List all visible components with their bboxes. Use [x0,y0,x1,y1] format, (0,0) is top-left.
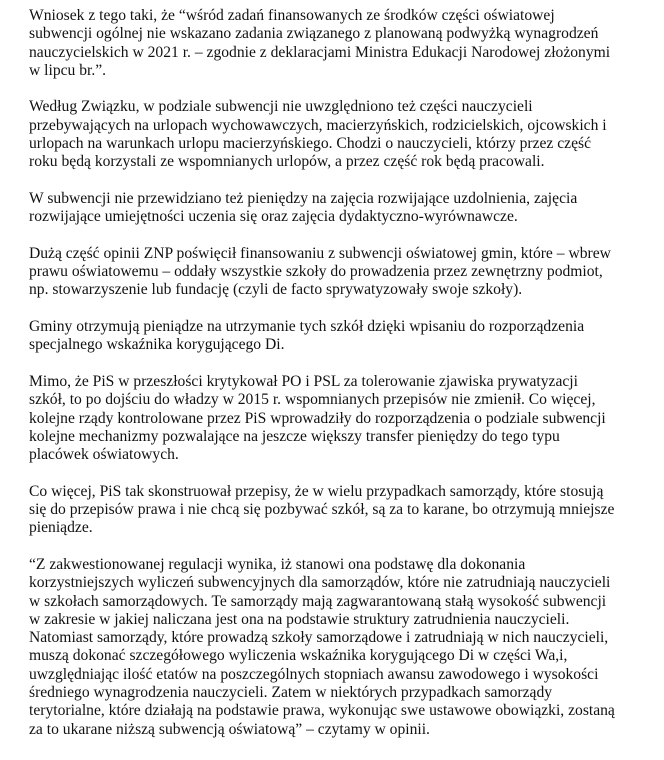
text-line: kolejne mechanizmy pozwalające na jeszcze większy transfer pieniędzy do tego typu [29,427,560,445]
text-line: prawu oświatowemu – oddały wszystkie szkoły do prowadzenia przez zewnętrzny podmiot, [29,263,603,281]
text-line: “Z zakwestionowanej regulacji wynika, iż stanowi ona podstawę dla dokonania [29,555,526,573]
text-line: roku będą korzystali ze wspomnianych urlopów, a przez część rok będą pracowali. [29,153,545,171]
text-line: placówek oświatowych. [29,446,179,464]
text-line: Dużą część opinii ZNP poświęcił finansowaniu z subwencji oświatowej gmin, które – wbrew [29,244,611,262]
text-line: przebywających na urlopach wychowawczych, macierzyńskich, rodzicielskich, ojcowskich i [29,116,607,134]
text-line: kolejne rządy kontrolowane przez PiS wprowadziły do rozporządzenia o podziale subwencji [29,409,606,427]
paragraph-opinion-quote [29,556,651,739]
text-line: Natomiast samorządy, które prowadzą szkoły samorządowe i zatrudniają w nich nauczycieli, [29,629,609,647]
text-line: uwzględniając ilość etatów na poszczególnych stopniach awansu zawodowego i wysokości [29,665,599,683]
text-line: specjalnego wskaźnika korygującego Di. [29,336,285,354]
paragraph-pis-policy [29,373,651,464]
text-line: nauczycielskich w 2021 r. – zgodnie z deklaracjami Ministra Edukacji Narodowej złożonymi [29,43,611,61]
text-line: Gminy otrzymują pieniądze na utrzymanie tych szkół dzięki wpisaniu do rozporządzenia [29,318,585,336]
paragraph-penalized-municipalities [29,483,651,538]
text-line: Mimo, że PiS w przeszłości krytykował PO i PSL za tolerowanie zjawiska prywatyzacji [29,372,578,390]
text-line: urlopach na warunkach urlopu macierzyńskiego. Chodzi o nauczycieli, którzy przez część [29,135,591,153]
text-line: się do przepisów prawa i nie chcą się pozbywać szkół, są za to karane, bo otrzymują mniejsze [29,501,615,519]
text-line: pieniądze. [29,519,93,537]
text-line: za to ukarane niższą subwencją oświatową” – czytamy w opinii. [29,720,430,738]
text-line: korzystniejszych wyliczeń subwencyjnych dla samorządów, które nie zatrudniają nauczycieli [29,574,611,592]
text-line: subwencji ogólnej nie wskazano zadania związanego z planowaną podwyżką wynagrodzeń [29,25,599,43]
paragraph-privatized-schools [29,245,651,300]
paragraph-leave-teachers [29,98,651,171]
text-line: szkół, to po dojściu do władzy w 2015 r. wspomnianych przepisów nie zmienił. Co więcej, [29,391,596,409]
text-line: w szkołach samorządowych. Te samorządy mają zagwarantowaną stałą wysokość subwencji [29,592,607,610]
text-line: rozwijające umiejętności uczenia się oraz zajęcia dydaktyczno-wyrównawcze. [29,208,518,226]
text-line: Co więcej, PiS tak skonstruował przepisy, że w wielu przypadkach samorządy, które stosują [29,482,604,500]
text-line: średniego wynagrodzenia nauczycieli. Zatem w niektórych przypadkach samorządy [29,683,553,701]
text-line: terytorialne, które działają na podstawie prawa, wykonując swe ustawowe obowiązki, zostaną [29,702,615,720]
paragraph-conclusion [29,7,651,80]
text-line: W subwencji nie przewidziano też pieniędzy na zajęcia rozwijające uzdolnienia, zajęcia [29,189,578,207]
text-line: w lipcu br.”. [29,61,107,79]
paragraph-di-coefficient [29,318,651,355]
text-line: w zakresie w jakiej naliczana jest ona na podstawie struktury zatrudnienia nauczycieli. [29,610,570,628]
text-line: np. stowarzyszenie lub fundację (czyli de facto sprywatyzowały swoje szkoły). [29,281,523,299]
document-body [29,7,651,757]
text-line: Według Związku, w podziale subwencji nie uwzględniono też części nauczycieli [29,98,533,116]
paragraph-extra-classes [29,190,651,227]
text-line: Wniosek z tego taki, że “wśród zadań finansowanych ze środków części oświatowej [29,7,555,24]
text-line: muszą dokonać szczegółowego wyliczenia wskaźnika korygującego Di w części Wa,i, [29,647,568,665]
